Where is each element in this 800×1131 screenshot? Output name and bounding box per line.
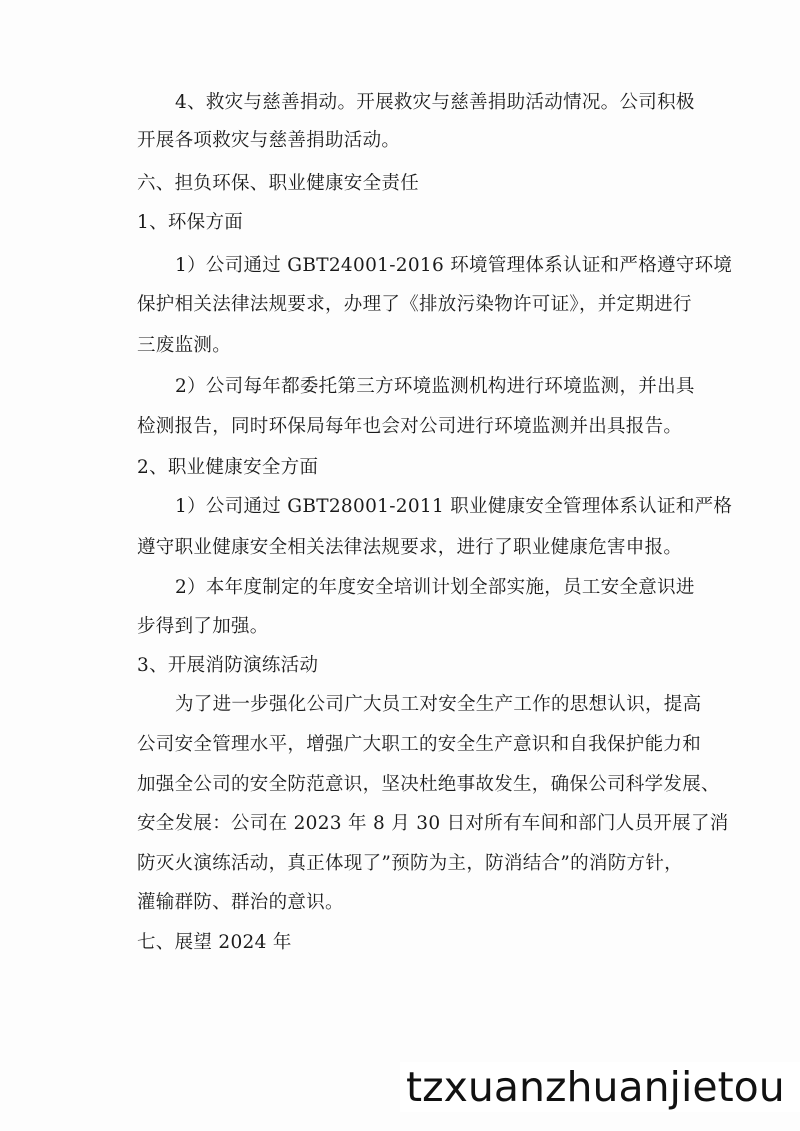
text-line: 安全发展：公司在 2023 年 8 月 30 日对所有车间和部门人员开展了消 <box>137 813 729 834</box>
text-line: 灌输群防、群治的意识。 <box>137 892 344 913</box>
text-line: 2）本年度制定的年度安全培训计划全部实施，员工安全意识进 <box>175 577 695 598</box>
text-line: 1）公司通过 GBT24001-2016 环境管理体系认证和严格遵守环境 <box>175 255 733 276</box>
text-line: 遵守职业健康安全相关法律法规要求，进行了职业健康危害申报。 <box>137 537 683 558</box>
section-heading: 六、担负环保、职业健康安全责任 <box>137 173 420 194</box>
subsection-heading: 1、环保方面 <box>137 212 244 233</box>
subsection-heading: 2、职业健康安全方面 <box>137 457 319 478</box>
text-line: 保护相关法律法规要求，办理了《排放污染物许可证》，并定期进行 <box>137 294 692 315</box>
text-line: 4、救灾与慈善捐动。开展救灾与慈善捐助活动情况。公司积极 <box>175 92 695 113</box>
text-line: 开展各项救灾与慈善捐助活动。 <box>137 130 401 151</box>
subsection-heading: 3、开展消防演练活动 <box>137 655 319 676</box>
text-line: 为了进一步强化公司广大员工对安全生产工作的思想认识，提高 <box>175 694 702 715</box>
text-line: 加强全公司的安全防范意识，坚决杜绝事故发生，确保公司科学发展、 <box>137 774 720 795</box>
text-line: 1）公司通过 GBT28001-2011 职业健康安全管理体系认证和严格 <box>175 496 733 517</box>
text-line: 公司安全管理水平，增强广大职工的安全生产意识和自我保护能力和 <box>137 734 702 755</box>
watermark-text: tzxuanzhuanjietou <box>400 1062 800 1112</box>
text-line: 检测报告，同时环保局每年也会对公司进行环境监测并出具报告。 <box>137 416 683 437</box>
text-line: 2）公司每年都委托第三方环境监测机构进行环境监测，并出具 <box>175 376 695 397</box>
text-line: 步得到了加强。 <box>137 616 269 637</box>
text-line: 防灭火演练活动，真正体现了”预防为主，防消结合”的消防方针， <box>137 853 683 874</box>
section-heading: 七、展望 2024 年 <box>137 932 292 953</box>
text-line: 三废监测。 <box>137 335 232 356</box>
